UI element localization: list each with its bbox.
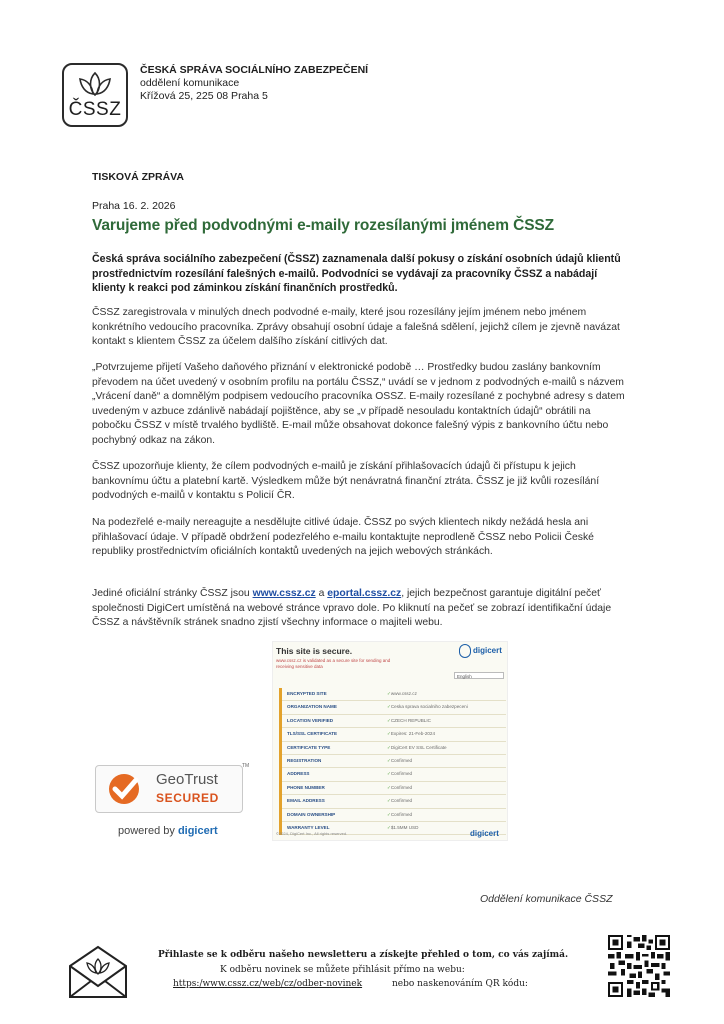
- row-key: WARRANTY LEVEL: [287, 824, 330, 830]
- table-row: [282, 768, 506, 781]
- envelope-icon: [67, 944, 129, 1000]
- press-label: TISKOVÁ ZPRÁVA: [92, 171, 184, 183]
- paragraph-5: [92, 587, 632, 631]
- row-value: ✓ Expires: 21-Feb-2024: [387, 728, 506, 740]
- paragraph-1: ČSSZ zaregistrovala v minulých dnech podvodné e-maily, které jsou rozesílány jejím jménem nebo jménem konkrétního vedoucího pracovníka. Zprávy obsahují osobní údaje a falešná sdělení, jejichž cílem je zjevně navázat kontakt s klientem ČSSZ za účelem dalšího získání citlivých dat.: [92, 307, 620, 347]
- digicert-title: This site is secure.: [276, 646, 353, 656]
- row-value: ✓ Confirmed: [387, 782, 506, 794]
- newsletter-title: Přihlaste se k odběru našeho newsletteru a získejte přehled o tom, co vás zajímá.: [158, 950, 569, 960]
- row-value: ✓ DigiCert EV SSL Certificate: [387, 742, 506, 754]
- qr-code-icon[interactable]: [608, 935, 670, 997]
- row-key: ADDRESS: [287, 771, 310, 777]
- table-row: [282, 701, 506, 714]
- table-row: [282, 688, 506, 701]
- row-value: ✓ Confirmed: [387, 755, 506, 767]
- row-key: PHONE NUMBER: [287, 784, 325, 790]
- table-row: [282, 809, 506, 822]
- row-key: TLS/SSL CERTIFICATE: [287, 731, 338, 737]
- row-value: ✓ Confirmed: [387, 795, 506, 807]
- row-key: LOCATION VERIFIED: [287, 717, 334, 723]
- cssz-logo: [62, 63, 128, 127]
- paragraph-4: Na podezřelé e-maily nereagujte a nesdělujte citlivé údaje. ČSSZ po svých klientech nikdy nežádá hesla ani přihlašovací údaje. V případě obdržení podezřelého e-mailu kontaktujte neprodleně ČSSZ nebo Policii České republiky prostřednictvím oficiálních kontaktů uvedených na jejich webových stránkách.: [92, 517, 594, 557]
- geotrust-checkmark-icon: [106, 772, 146, 806]
- powered-by-text: powered by: [118, 825, 178, 837]
- p5-text-b: a: [315, 588, 328, 599]
- newsletter-link[interactable]: https:/www.cssz.cz/web/cz/odber-novinek: [173, 979, 363, 989]
- lotus-icon: [78, 71, 112, 97]
- logo-text: ČSSZ: [68, 99, 122, 120]
- table-row: [282, 795, 506, 808]
- digicert-footer: ©2024, DigiCert Inc., All rights reserved.: [276, 831, 348, 836]
- row-value: ✓ www.cssz.cz: [387, 688, 506, 700]
- geotrust-powered: [118, 825, 218, 837]
- digicert-logo-text: digicert: [473, 646, 502, 655]
- page-title: Varujeme před podvodnými e-maily rozesílanými jménem ČSSZ: [92, 217, 555, 234]
- geotrust-tm: TM: [242, 763, 250, 769]
- row-key: CERTIFICATE TYPE: [287, 744, 331, 750]
- row-value: ✓ Ceska sprava socialniho zabezpeceni: [387, 701, 506, 713]
- org-name: ČESKÁ SPRÁVA SOCIÁLNÍHO ZABEZPEČENÍ: [140, 64, 369, 76]
- p5-text-a: Jediné oficiální stránky ČSSZ jsou: [92, 588, 253, 599]
- table-row: [282, 742, 506, 755]
- row-value: ✓ $1.5MM USD: [387, 822, 506, 834]
- org-address: Křížová 25, 225 08 Praha 5: [140, 90, 268, 102]
- row-key: REGISTRATION: [287, 757, 322, 763]
- table-row: [282, 782, 506, 795]
- digicert-table: [279, 688, 506, 835]
- digicert-logo: [457, 646, 507, 662]
- p5-text-c: , jejich bezpečnost garantuje digitální pečeť společnosti DigiCert umístěná na webové stránce vpravo dole. Po kliknutí na pečeť se zobrazí identifikační údaje ČSSZ a návštěvník stránek snadno zjistí všechny informace o majiteli webu.: [92, 588, 612, 628]
- geotrust-badge: [95, 765, 243, 813]
- newsletter-qr-note: nebo naskenováním QR kódu:: [392, 979, 528, 989]
- link-cssz[interactable]: www.cssz.cz: [252, 588, 316, 599]
- row-value: ✓ Confirmed: [387, 809, 506, 821]
- digicert-footer-logo: digicert: [470, 829, 499, 838]
- table-row: [282, 728, 506, 741]
- row-value: ✓ Confirmed: [387, 768, 506, 780]
- row-key: DOMAIN OWNERSHIP: [287, 811, 336, 817]
- link-eportal[interactable]: eportal.cssz.cz: [327, 588, 402, 599]
- signature: Oddělení komunikace ČSSZ: [480, 893, 613, 905]
- press-date: Praha 16. 2. 2026: [92, 200, 176, 212]
- table-row: [282, 715, 506, 728]
- org-department: oddělení komunikace: [140, 77, 240, 89]
- lead-paragraph: Česká správa sociálního zabezpečení (ČSSZ) zaznamenala další pokusy o získání osobních údajů klientů prostřednictvím rozesílání falešných e-mailů. Podvodníci se vydávají za pracovníky ČSSZ a nabádají klienty k reakci pod záminkou získání finančních prostředků.: [92, 253, 621, 294]
- row-key: ENCRYPTED SITE: [287, 691, 327, 696]
- digicert-wordmark: digicert: [177, 825, 218, 837]
- row-key: EMAIL ADDRESS: [287, 798, 325, 804]
- digicert-panel: [272, 641, 508, 841]
- paragraph-3: ČSSZ upozorňuje klienty, že cílem podvodných e-mailů je získání přihlašovacích údajů či přístupu k jejich bankovnímu účtu a platební kartě. Výsledkem může být nenávratná finanční ztráta. ČSSZ je již kvůli rozesílání podvodných e-mailů v kontaktu s Policií ČR.: [92, 461, 600, 501]
- newsletter-subtitle: K odběru novinek se můžete přihlásit přímo na webu:: [220, 965, 465, 975]
- geotrust-seal: [92, 763, 248, 843]
- geotrust-secured: SECURED: [156, 791, 219, 805]
- geotrust-name: GeoTrust: [156, 771, 218, 788]
- row-value: ✓ CZECH REPUBLIC: [387, 715, 506, 727]
- row-key: ORGANIZATION NAME: [287, 704, 337, 710]
- org-block: [140, 64, 368, 103]
- digicert-description: www.cssz.cz is validated as a secure site for sending and receiving sensitive data: [276, 658, 391, 669]
- table-row: [282, 755, 506, 768]
- language-select[interactable]: English: [454, 672, 504, 679]
- paragraph-2: „Potvrzujeme přijetí Vašeho daňového přiznání v elektronické podobě … Prostředky budou zaslány bankovním převodem na účet uvedený v osobním profilu na portálu ČSSZ,“ uvádí se v jednom z podvodných e-mailů s názvem „Vrácení daně“ a domnělým podpisem vedoucího pracovníka OSSZ. E-maily rozesílané z pochybné adresy s datem uvedeným v azbuce zdánlivě nabádají pojištěnce, aby se „v případě nesouladu kontaktních údajů“ obrátili na pobočku ČSSZ v místě trvalého bydliště. E-mail může obsahovat dokonce falešný výpis z bankovního účtu nebo pochybný odkaz na zákon.: [92, 362, 625, 446]
